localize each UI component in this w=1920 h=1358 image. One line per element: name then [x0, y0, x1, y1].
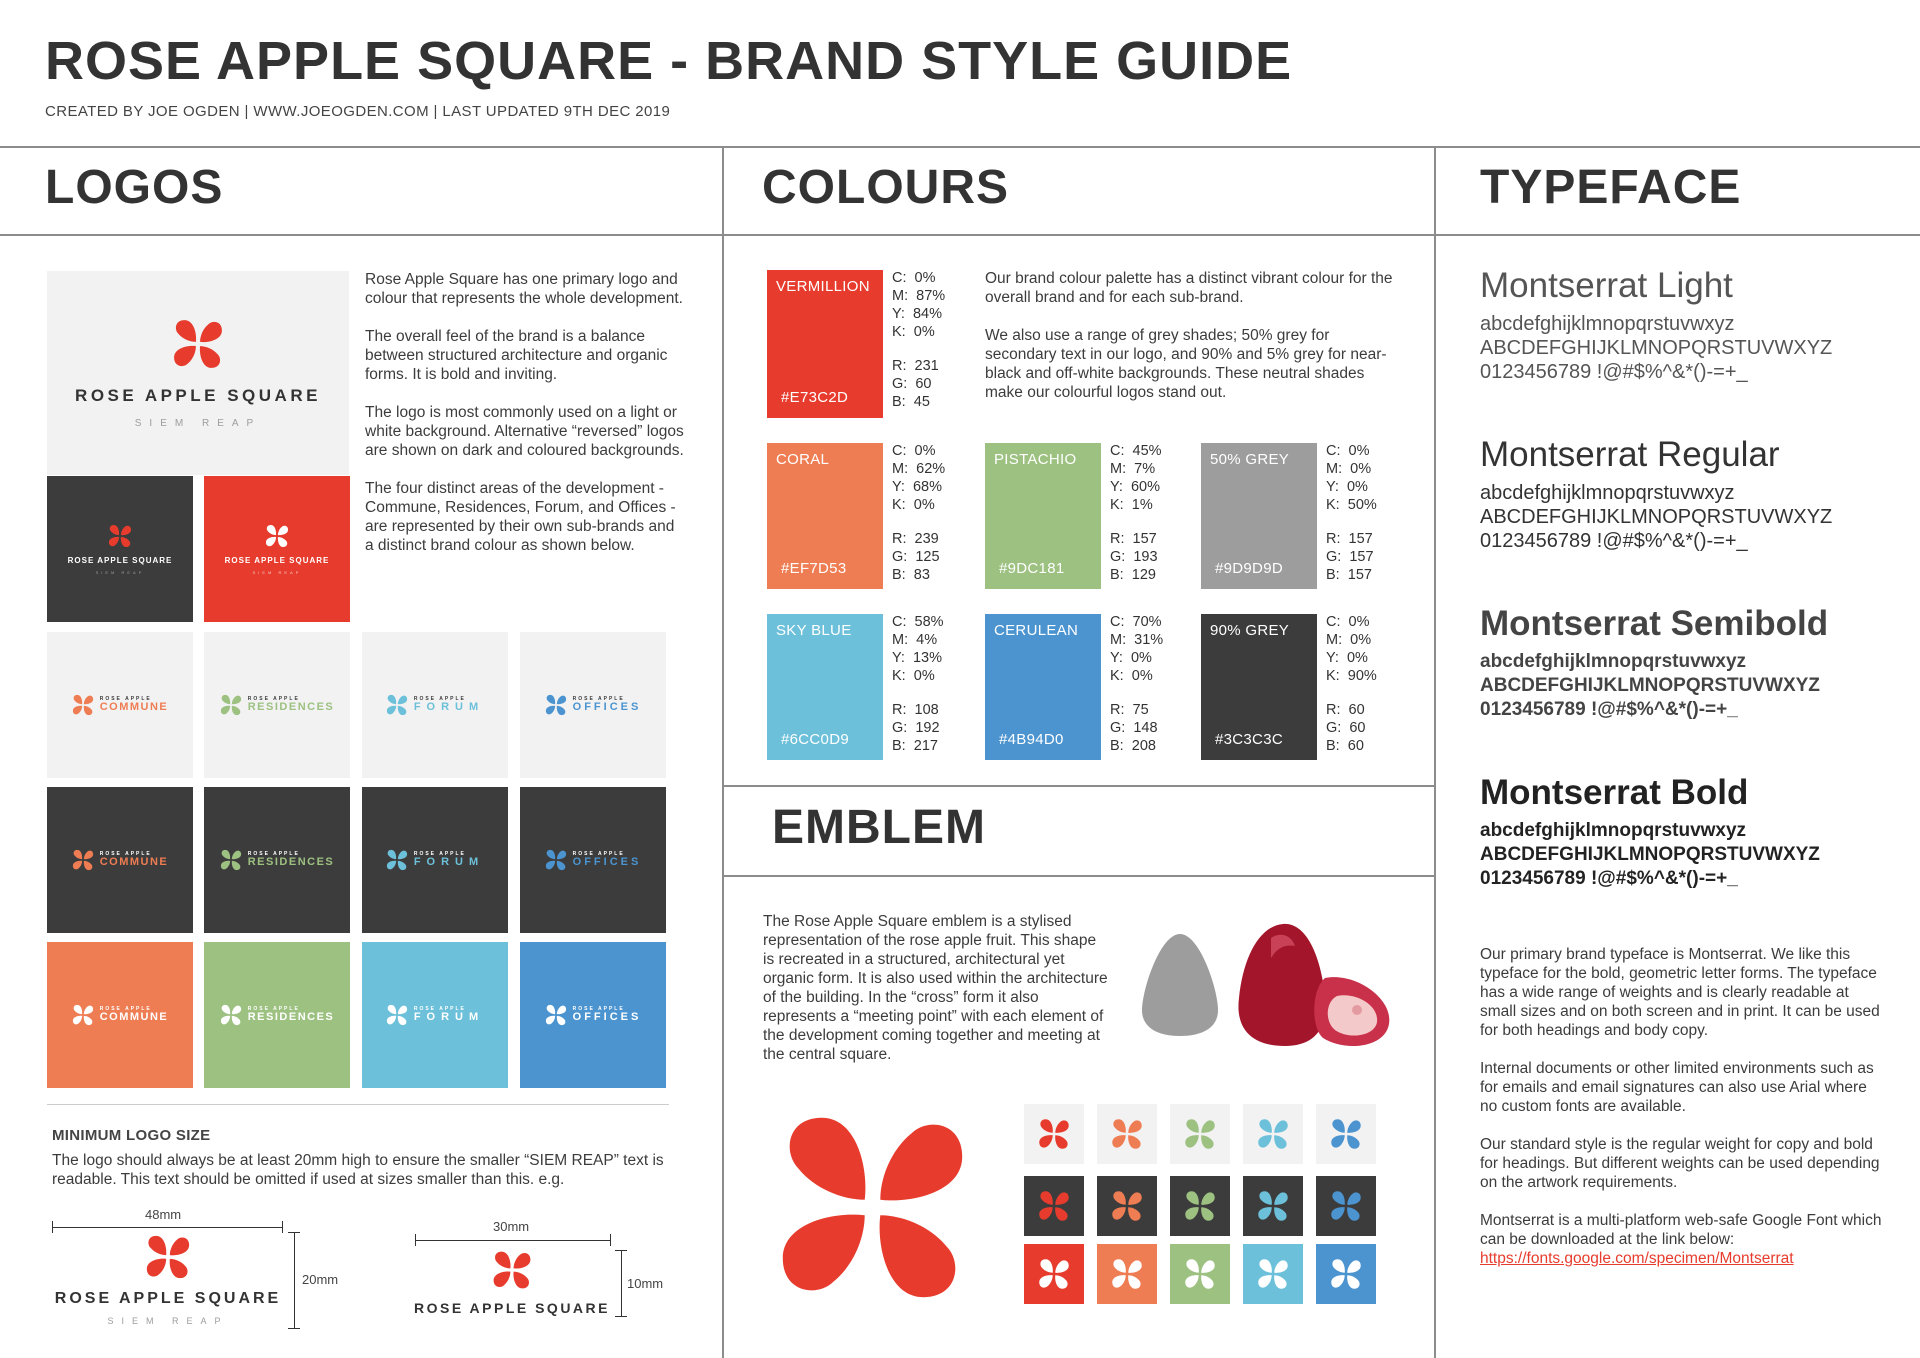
- sub-brand-logo-forum: [362, 632, 508, 778]
- emblem-variation: [1243, 1176, 1303, 1236]
- sub-brand-logo-forum: [362, 787, 508, 933]
- sub-brand-name: RESIDENCES: [247, 856, 335, 868]
- dimension-tick: [615, 1316, 627, 1317]
- min-size-heading: MINIMUM LOGO SIZE: [52, 1127, 211, 1144]
- emblem-icon: [220, 1004, 242, 1026]
- dimension-tick: [288, 1232, 300, 1233]
- emblem-icon: [1038, 1118, 1070, 1150]
- emblem-petal-shape: [1140, 930, 1220, 1040]
- dimension-line: [52, 1227, 282, 1228]
- typeface-sample-lower: abcdefghijklmnopqrstuvwxyz: [1480, 820, 1747, 841]
- typeface-sample-numbers: 0123456789 !@#$%^&*()-=+_: [1480, 530, 1748, 552]
- typeface-sample-numbers: 0123456789 !@#$%^&*()-=+_: [1480, 699, 1738, 720]
- colour-hex: #EF7D53: [781, 560, 847, 577]
- min-size-logo-large: [52, 1230, 284, 1330]
- emblem-large: [775, 1110, 970, 1305]
- dimension-line: [415, 1240, 610, 1241]
- emblem-variation: [1170, 1176, 1230, 1236]
- logos-paragraph: The four distinct areas of the development - Commune, Residences, Forum, and Offices - are represented by their own sub-brands and a distinct brand colour as shown below.: [365, 480, 676, 554]
- emblem-icon: [1038, 1258, 1070, 1290]
- colour-rgb: R: 75 G: 148 B: 208: [1110, 702, 1158, 754]
- colour-name: CERULEAN: [994, 622, 1079, 639]
- emblem-variation: [1024, 1176, 1084, 1236]
- sub-brand-name: COMMUNE: [99, 856, 169, 868]
- typeface-weight-name: Montserrat Regular: [1480, 435, 1780, 474]
- sub-brand-logo-commune: [47, 632, 193, 778]
- divider: [722, 785, 1436, 787]
- emblem-variation: [1170, 1244, 1230, 1304]
- colour-rgb: R: 157 G: 193 B: 129: [1110, 531, 1158, 583]
- sub-brand-name: OFFICES: [572, 701, 642, 713]
- dimension-width-label: 48mm: [145, 1207, 182, 1222]
- divider: [0, 234, 1920, 236]
- google-fonts-link[interactable]: https://fonts.google.com/specimen/Montserrat: [1480, 1250, 1794, 1267]
- emblem-heading: EMBLEM: [772, 801, 986, 854]
- divider: [0, 146, 1920, 148]
- sub-brand-prefix: ROSE APPLE: [247, 696, 300, 702]
- sub-brand-name: OFFICES: [572, 856, 642, 868]
- dimension-line: [294, 1232, 295, 1328]
- emblem-icon: [1330, 1258, 1362, 1290]
- colour-hex: #E73C2D: [781, 389, 849, 406]
- typeface-semibold: [1480, 604, 1828, 722]
- emblem-icon: [1257, 1258, 1289, 1290]
- colour-swatch: [985, 443, 1101, 589]
- dimension-tick: [288, 1328, 300, 1329]
- colour-rgb: R: 157 G: 157 B: 157: [1326, 531, 1374, 583]
- typeface-weight-name: Montserrat Semibold: [1480, 604, 1829, 643]
- logo-subtext: SIEM REAP: [252, 569, 302, 575]
- colour-rgb: R: 231 G: 60 B: 45: [892, 358, 939, 410]
- emblem-icon: [1257, 1118, 1289, 1150]
- emblem-icon: [492, 1250, 532, 1290]
- emblem-icon: [1111, 1258, 1143, 1290]
- sub-brand-logo-offices: [520, 787, 666, 933]
- sub-brand-logo-residences: [204, 632, 350, 778]
- colours-description: [985, 269, 1405, 421]
- colours-paragraph: We also use a range of grey shades; 50% grey for secondary text in our logo, and 90% and 5% grey for near-black and off-white backgrounds. These neutral shades make our colourful logos stand out.: [985, 327, 1387, 401]
- emblem-variation: [1024, 1104, 1084, 1164]
- dimension-height-label: 20mm: [302, 1272, 339, 1287]
- dimension-height-label: 10mm: [627, 1276, 664, 1291]
- emblem-variation: [1024, 1244, 1084, 1304]
- typeface-sample-upper: ABCDEFGHIJKLMNOPQRSTUVWXYZ: [1480, 337, 1833, 359]
- colour-cmyk: C: 0% M: 0% Y: 0% K: 50%: [1326, 443, 1377, 513]
- emblem-icon: [545, 1004, 567, 1026]
- colour-hex: #9D9D9D: [1215, 560, 1283, 577]
- typeface-paragraph: Internal documents or other limited environments such as for emails and email signatures can also use Arial where no custom fonts are available.: [1480, 1060, 1874, 1115]
- typeface-regular: [1480, 435, 1832, 553]
- typeface-light: [1480, 266, 1832, 384]
- colour-name: CORAL: [776, 451, 830, 468]
- page-subtitle: CREATED BY JOE OGDEN | WWW.JOEOGDEN.COM | LAST UPDATED 9TH DEC 2019: [45, 103, 671, 120]
- typeface-sample-lower: abcdefghijklmnopqrstuvwxyz: [1480, 313, 1735, 335]
- sub-brand-logo-residences: [204, 942, 350, 1088]
- sub-brand-logo-residences: [204, 787, 350, 933]
- emblem-icon: [72, 1004, 94, 1026]
- emblem-icon: [108, 524, 132, 548]
- min-size-logo-small: [412, 1245, 612, 1320]
- sub-brand-name: COMMUNE: [99, 1011, 169, 1023]
- sub-brand-logo-commune: [47, 787, 193, 933]
- typeface-sample-upper: ABCDEFGHIJKLMNOPQRSTUVWXYZ: [1480, 506, 1833, 528]
- emblem-icon: [1111, 1118, 1143, 1150]
- logo-subtext: SIEM REAP: [107, 1316, 229, 1326]
- sub-brand-name: FORUM: [413, 856, 485, 868]
- colour-hex: #9DC181: [999, 560, 1065, 577]
- sub-brand-logo-commune: [47, 942, 193, 1088]
- colour-cmyk: C: 70% M: 31% Y: 0% K: 0%: [1110, 614, 1164, 684]
- sub-brand-prefix: ROSE APPLE: [572, 1006, 625, 1012]
- primary-logo-red: [204, 476, 350, 622]
- min-size-text: The logo should always be at least 20mm high to ensure the smaller “SIEM REAP” text is readable. This text should be omitted if used at sizes smaller than this. e.g.: [52, 1152, 664, 1188]
- typeface-weight-name: Montserrat Bold: [1480, 773, 1749, 812]
- typeface-description: [1480, 945, 1885, 1268]
- sub-brand-prefix: ROSE APPLE: [99, 851, 152, 857]
- sub-brand-name: FORUM: [413, 701, 485, 713]
- emblem-icon: [72, 694, 94, 716]
- emblem-icon: [386, 1004, 408, 1026]
- colour-swatch: [767, 614, 883, 760]
- emblem-icon: [1257, 1190, 1289, 1222]
- dimension-tick: [615, 1250, 627, 1251]
- sub-brand-prefix: ROSE APPLE: [572, 696, 625, 702]
- dimension-line: [621, 1250, 622, 1316]
- sub-brand-logo-forum: [362, 942, 508, 1088]
- emblem-icon: [1184, 1190, 1216, 1222]
- typeface-paragraph: Montserrat is a multi-platform web-safe Google Font which can be downloaded at the link below:: [1480, 1212, 1882, 1248]
- colour-hex: #6CC0D9: [781, 731, 849, 748]
- sub-brand-prefix: ROSE APPLE: [99, 696, 152, 702]
- emblem-variation: [1097, 1104, 1157, 1164]
- logo-subtext: SIEM REAP: [95, 569, 145, 575]
- emblem-variation: [1316, 1104, 1376, 1164]
- typeface-sample-numbers: 0123456789 !@#$%^&*()-=+_: [1480, 868, 1738, 889]
- colour-cmyk: C: 0% M: 87% Y: 84% K: 0%: [892, 270, 946, 340]
- colour-swatch: [1201, 614, 1317, 760]
- colour-cmyk: C: 45% M: 7% Y: 60% K: 1%: [1110, 443, 1162, 513]
- emblem-icon: [145, 1234, 191, 1280]
- logos-paragraph: The logo is most commonly used on a light or white background. Alternative “reversed” logos are shown on dark and coloured backgrounds.: [365, 404, 684, 459]
- logos-paragraph: The overall feel of the brand is a balance between structured architecture and organic forms. It is bold and inviting.: [365, 328, 668, 383]
- sub-brand-prefix: ROSE APPLE: [413, 1006, 466, 1012]
- colour-hex: #3C3C3C: [1215, 731, 1283, 748]
- colour-rgb: R: 60 G: 60 B: 60: [1326, 702, 1366, 754]
- divider: [722, 146, 724, 1358]
- colours-heading: COLOURS: [762, 161, 1009, 214]
- colour-name: SKY BLUE: [776, 622, 852, 639]
- emblem-icon: [545, 694, 567, 716]
- emblem-icon: [386, 694, 408, 716]
- emblem-icon: [1330, 1190, 1362, 1222]
- colour-swatch: [1201, 443, 1317, 589]
- sub-brand-prefix: ROSE APPLE: [413, 851, 466, 857]
- colour-cmyk: C: 0% M: 62% Y: 68% K: 0%: [892, 443, 946, 513]
- colour-name: PISTACHIO: [994, 451, 1077, 468]
- primary-logo-light: [47, 271, 349, 475]
- colour-name: 90% GREY: [1210, 622, 1290, 639]
- emblem-description: The Rose Apple Square emblem is a stylised representation of the rose apple fruit. This shape is recreated in a structured, architectural yet organic form. It is also used within the architecture of the building. In the “cross” form it also represents a “meeting point” with each element of the development coming together and meeting at the central square.: [763, 913, 1108, 1063]
- logo-wordmark: ROSE APPLE SQUARE: [67, 555, 173, 565]
- emblem-icon: [545, 849, 567, 871]
- typeface-sample-upper: ABCDEFGHIJKLMNOPQRSTUVWXYZ: [1480, 675, 1820, 696]
- sub-brand-name: RESIDENCES: [247, 1011, 335, 1023]
- divider: [47, 1104, 669, 1105]
- colour-name: 50% GREY: [1210, 451, 1290, 468]
- emblem-variation: [1097, 1176, 1157, 1236]
- typeface-weight-name: Montserrat Light: [1480, 266, 1733, 305]
- colour-swatch: [985, 614, 1101, 760]
- typeface-sample-numbers: 0123456789 !@#$%^&*()-=+_: [1480, 361, 1748, 383]
- emblem-icon: [1184, 1258, 1216, 1290]
- colour-cmyk: C: 0% M: 0% Y: 0% K: 90%: [1326, 614, 1377, 684]
- logo-wordmark: ROSE APPLE SQUARE: [75, 385, 321, 405]
- emblem-icon: [1184, 1118, 1216, 1150]
- emblem-variation: [1316, 1176, 1376, 1236]
- rose-apple-photo: [1225, 918, 1395, 1053]
- logo-subtext: SIEM REAP: [134, 417, 262, 429]
- emblem-icon: [1038, 1190, 1070, 1222]
- dimension-width-label: 30mm: [493, 1219, 530, 1234]
- typeface-bold: [1480, 773, 1820, 891]
- logos-paragraph: Rose Apple Square has one primary logo and colour that represents the whole development.: [365, 271, 683, 307]
- typeface-heading: TYPEFACE: [1480, 161, 1742, 214]
- colours-paragraph: Our brand colour palette has a distinct vibrant colour for the overall brand and for each sub-brand.: [985, 270, 1393, 306]
- emblem-variation: [1170, 1104, 1230, 1164]
- typeface-sample-lower: abcdefghijklmnopqrstuvwxyz: [1480, 651, 1747, 672]
- sub-brand-name: OFFICES: [572, 1011, 642, 1023]
- colour-name: VERMILLION: [776, 278, 870, 295]
- sub-brand-prefix: ROSE APPLE: [99, 1006, 152, 1012]
- emblem-icon: [265, 524, 289, 548]
- logos-description: [365, 270, 685, 574]
- emblem-icon: [220, 694, 242, 716]
- emblem-icon: [220, 849, 242, 871]
- divider: [1434, 146, 1436, 1358]
- logo-wordmark: ROSE APPLE SQUARE: [413, 1299, 610, 1316]
- sub-brand-prefix: ROSE APPLE: [413, 696, 466, 702]
- emblem-icon: [1330, 1118, 1362, 1150]
- emblem-variation: [1316, 1244, 1376, 1304]
- divider: [722, 875, 1436, 877]
- colour-hex: #4B94D0: [999, 731, 1064, 748]
- sub-brand-prefix: ROSE APPLE: [572, 851, 625, 857]
- sub-brand-name: FORUM: [413, 1011, 485, 1023]
- logo-wordmark: ROSE APPLE SQUARE: [54, 1290, 282, 1307]
- colour-swatch: [767, 443, 883, 589]
- logo-wordmark: ROSE APPLE SQUARE: [224, 555, 330, 565]
- typeface-sample-upper: ABCDEFGHIJKLMNOPQRSTUVWXYZ: [1480, 844, 1820, 865]
- page-title: ROSE APPLE SQUARE - BRAND STYLE GUIDE: [45, 31, 1293, 91]
- colour-swatch: [767, 270, 883, 418]
- sub-brand-logo-offices: [520, 942, 666, 1088]
- sub-brand-name: COMMUNE: [99, 701, 169, 713]
- colour-rgb: R: 108 G: 192 B: 217: [892, 702, 940, 754]
- primary-logo-dark: [47, 476, 193, 622]
- emblem-icon: [172, 318, 224, 370]
- emblem-icon: [1111, 1190, 1143, 1222]
- emblem-icon: [72, 849, 94, 871]
- logos-heading: LOGOS: [45, 161, 224, 214]
- emblem-variation: [1243, 1104, 1303, 1164]
- sub-brand-prefix: ROSE APPLE: [247, 1006, 300, 1012]
- typeface-sample-lower: abcdefghijklmnopqrstuvwxyz: [1480, 482, 1735, 504]
- emblem-variation: [1243, 1244, 1303, 1304]
- sub-brand-prefix: ROSE APPLE: [247, 851, 300, 857]
- emblem-icon: [386, 849, 408, 871]
- colour-rgb: R: 239 G: 125 B: 83: [892, 531, 940, 583]
- sub-brand-logo-offices: [520, 632, 666, 778]
- typeface-paragraph: Our primary brand typeface is Montserrat. We like this typeface for the bold, geometric letter forms. The typeface has a wide range of weights and is clearly readable at small sizes and on both screen and in print. It can be used for both headings and body copy.: [1480, 946, 1880, 1039]
- colour-cmyk: C: 58% M: 4% Y: 13% K: 0%: [892, 614, 944, 684]
- sub-brand-name: RESIDENCES: [247, 701, 335, 713]
- typeface-paragraph: Our standard style is the regular weight for copy and bold for headings. But different weights can be used depending on the artwork requirements.: [1480, 1136, 1880, 1191]
- emblem-variation: [1097, 1244, 1157, 1304]
